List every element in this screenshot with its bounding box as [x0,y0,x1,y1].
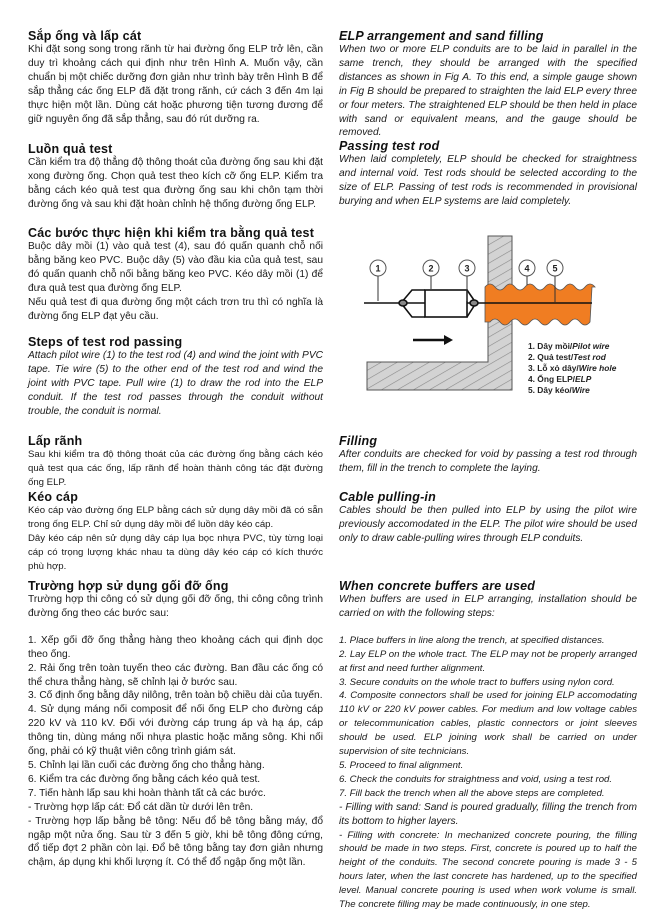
section-title: Kéo cáp [28,490,79,504]
section-goi-do-ong [28,579,323,870]
section-title: Steps of test rod passing [28,335,183,349]
section-title: ELP arrangement and sand filling [339,29,544,43]
section-lap-ranh [28,434,323,490]
section-title: Lấp rãnh [28,434,83,448]
section-body: Khi đặt song song trong rãnh từ hai đường ống ELP trở lên, cần duy trì khoảng cách qui định như trên Hình A. Muốn vậy, cần chuẩn bị một chiếc dưỡng đơn giản như trình bày trên Hình B để sắp thẳng các ống ELP đã đặt trong rãnh, cứ cách 3 đến 4m lại thực hiện một lần. Dùng cát hoặc phương tiện tương đương để giữ nguyên ống đã sắp thẳng, sau đó rút dưỡng ra. [28,44,323,125]
direction-arrow-icon [413,335,453,345]
step-item: 3. Secure conduits on the whole tract to buffers using nylon cord. [339,676,615,688]
step-item: 6. Kiểm tra các đường ống bằng cách kéo quả test. [28,773,261,785]
section-title: Cable pulling-in [339,490,436,504]
step-item: - Trường hợp lấp bằng bê tông: Nếu đổ bê tông bằng máy, đổ ngập một nửa ống. Sau từ 3 đến 5 giờ, khi bê tông đông cứng, đổ tiếp đợt 2 phần còn lại. Đổ bê tông bằng tay đơn giản nhưng chậm, áp dụng khi khối lượng ít. Có thể đổ ngập ống một lần. [28,815,323,869]
section-cable-pulling [339,490,637,546]
step-item: - Filling with concrete: In mechanized concrete pouring, the filling should be made in two steps. First, concrete is poured up to half the height of the conduits. The second concrete pouring is made 3 - 5 hours later, when the last concrete has hardened, up to the specified level. Manual concrete pouring is used when work volume is small. The concrete filling may be made continuously, in one step. [339,829,637,911]
section-title: When concrete buffers are used [339,579,536,593]
section-body: Nếu quả test đi qua đường ống một cách trơn tru thì có nghĩa là đường ống ELP đạt yêu cầu. [28,296,323,322]
legend-item: 2. Quả test/Test rod [528,352,606,362]
section-concrete-buffers [339,579,637,912]
section-title: Sắp ống và lấp cát [28,29,142,43]
section-cac-buoc [28,226,323,323]
legend-item: 1. Dây mồi/Pilot wire [528,341,610,351]
step-item: 1. Xếp gối đỡ ống thẳng hàng theo khoảng cách qui định dọc theo ống. [28,634,323,660]
step-item: 5. Chỉnh lại lần cuối các đường ống cho thẳng hàng. [28,759,265,771]
svg-text:5: 5 [552,263,558,274]
section-intro: When buffers are used in ELP arranging, installation should be carried on with the following steps: [339,594,637,619]
section-intro: Trường hợp thi công có sử dụng gối đỡ ống, thi công công trình đường ống theo các bước sau: [28,594,323,619]
section-filling [339,434,637,476]
section-title: Các bước thực hiện khi kiểm tra bằng quả test [28,226,315,240]
diagram-legend [528,341,616,396]
section-body: Cables should be then pulled into ELP by using the pilot wire previously accomodated in the ELP. The pilot wire should be used only to draw cable-pulling wires through ELP conduits. [339,505,637,544]
step-item: - Trường hợp lấp cát: Đổ cát dần từ dưới lên trên. [28,801,254,813]
section-steps-test-rod [28,335,323,419]
legend-item: 4. Ống ELP/ELP [528,374,592,384]
step-item: 4. Sử dụng máng nối composit để nối ống ELP cho đường cáp 220 kV và 110 kV. Đối với đường cáp trung áp và hạ áp, cáp thông tin, dùng máng nối nhựa plastic hoặc măng sông. Khi nối ống, phải có kỹ thuật viên công trình giám sát. [28,704,323,758]
step-item: 2. Rải ống trên toàn tuyến theo các đường. Ban đầu các ống có thể chưa thẳng hàng, sẽ chỉnh lại ở bước sau. [28,662,323,688]
legend-item: 3. Lỗ xỏ dây/Wire hole [528,363,617,373]
section-title: Passing test rod [339,139,440,153]
svg-text:4: 4 [524,263,530,274]
section-title: Filling [339,434,378,448]
section-body: Attach pilot wire (1) to the test rod (4) and wind the joint with PVC tape. Tie wire (5) to the other end of the test rod and wind the joint with PVC tape. Pull wire (1) to draw the rod into the ELP conduit. If the test rod passes through the conduit without trouble, the conduit is normal. [28,350,323,417]
section-body: When two or more ELP conduits are to be laid in parallel in the same trench, they should be arranged with the specified distances as shown in Fig A. To this end, a simple gauge shown in Fig B should be prepared to straighten the laid ELP every three or four meters. The straightened ELP should be then held in place with sand or equivalent means, and the gauge should be removed. [339,44,637,139]
step-item: 3. Cố định ống bằng dây nilông, trên toàn bộ chiều dài của tuyến. [28,690,323,702]
svg-text:1: 1 [375,263,381,274]
legend-item: 5. Dây kéo/Wire [528,385,590,395]
step-item: 7. Tiến hành lấp sau khi hoàn thành tất cả các bước. [28,787,266,799]
section-title: Luồn quả test [28,142,113,156]
section-body: Cần kiểm tra độ thẳng độ thông thoát của đường ống sau khi đặt xong đường ống. Chọn quả test theo kích cỡ ống ELP. Kiểm tra bằng cách kéo quả test qua đường ống sau khi chôn tạm thời đường ống và sau khi đặt hoàn chỉnh hệ thống đường ống ELP. [28,157,323,210]
section-body: After conduits are checked for void by passing a test rod through them, fill in the trench to complete the laying. [339,449,637,474]
section-keo-cap [28,490,323,574]
section-passing-test-rod [339,139,637,209]
step-item: 7. Fill back the trench when all the above steps are completed. [339,787,605,799]
svg-text:3: 3 [464,263,470,274]
step-item: 1. Place buffers in line along the trench, at specified distances. [339,634,605,646]
section-elp-arrangement [339,29,637,140]
elp-conduit [485,284,595,325]
section-body: Buộc dây mồi (1) vào quả test (4), sau đó quấn quanh chỗ nối bằng băng keo PVC. Buộc dây (5) vào đầu kia của quả test, sau đó quấn quanh chỗ nối bằng băng keo PVC. Kéo dây mồi (1) để đưa quả test qua đường ống ELP. [28,241,323,294]
step-item: 5. Proceed to final alignment. [339,759,464,771]
step-item: 6. Check the conduits for straightness and void, using a test rod. [339,773,613,785]
step-item: 4. Composite connectors shall be used for joining ELP accomodating 110 kV or 220 kV power cables. For medium and low voltage cables or telecommunication cables, plastic connectors or joint sleeves should be used. ELP joining work shall be carried on under supervision of site technicians. [339,690,637,758]
section-body: Sau khi kiểm tra độ thông thoát của các đường ống bằng cách kéo quả test qua các ống, lấp rãnh để hoàn thành công tác đặt đường ống ELP. [28,449,323,488]
step-item: 2. Lay ELP on the whole tract. The ELP may not be properly arranged at first and need further alignment. [339,648,637,674]
section-body: When laid completely, ELP should be checked for straightness and internal void. Test rods should be selected according to the size of ELP. Passing of test rods is recommended in provisional burying and when ELP systems are laid completely. [339,154,637,207]
section-body: Kéo cáp vào đường ống ELP bằng cách sử dụng dây mồi đã có sẵn trong ống ELP. Chỉ sử dụng dây mồi để luồn dây kéo cáp. [28,505,323,530]
section-luon-qua-test [28,142,323,212]
section-sap-ong [28,29,323,126]
section-title: Trường hợp sử dụng gối đỡ ống [28,579,229,593]
svg-text:2: 2 [428,263,434,274]
step-item: - Filling with sand: Sand is poured gradually, filling the trench from its bottom to higher layers. [339,801,637,827]
test-rod-diagram [340,228,666,398]
section-body: Dây kéo cáp nên sử dụng dây cáp lụa bọc nhựa PVC, tùy từng loại cáp có trọng lượng khác nhau ta dùng dây kéo cáp có kích thước phù hợp. [28,532,323,572]
